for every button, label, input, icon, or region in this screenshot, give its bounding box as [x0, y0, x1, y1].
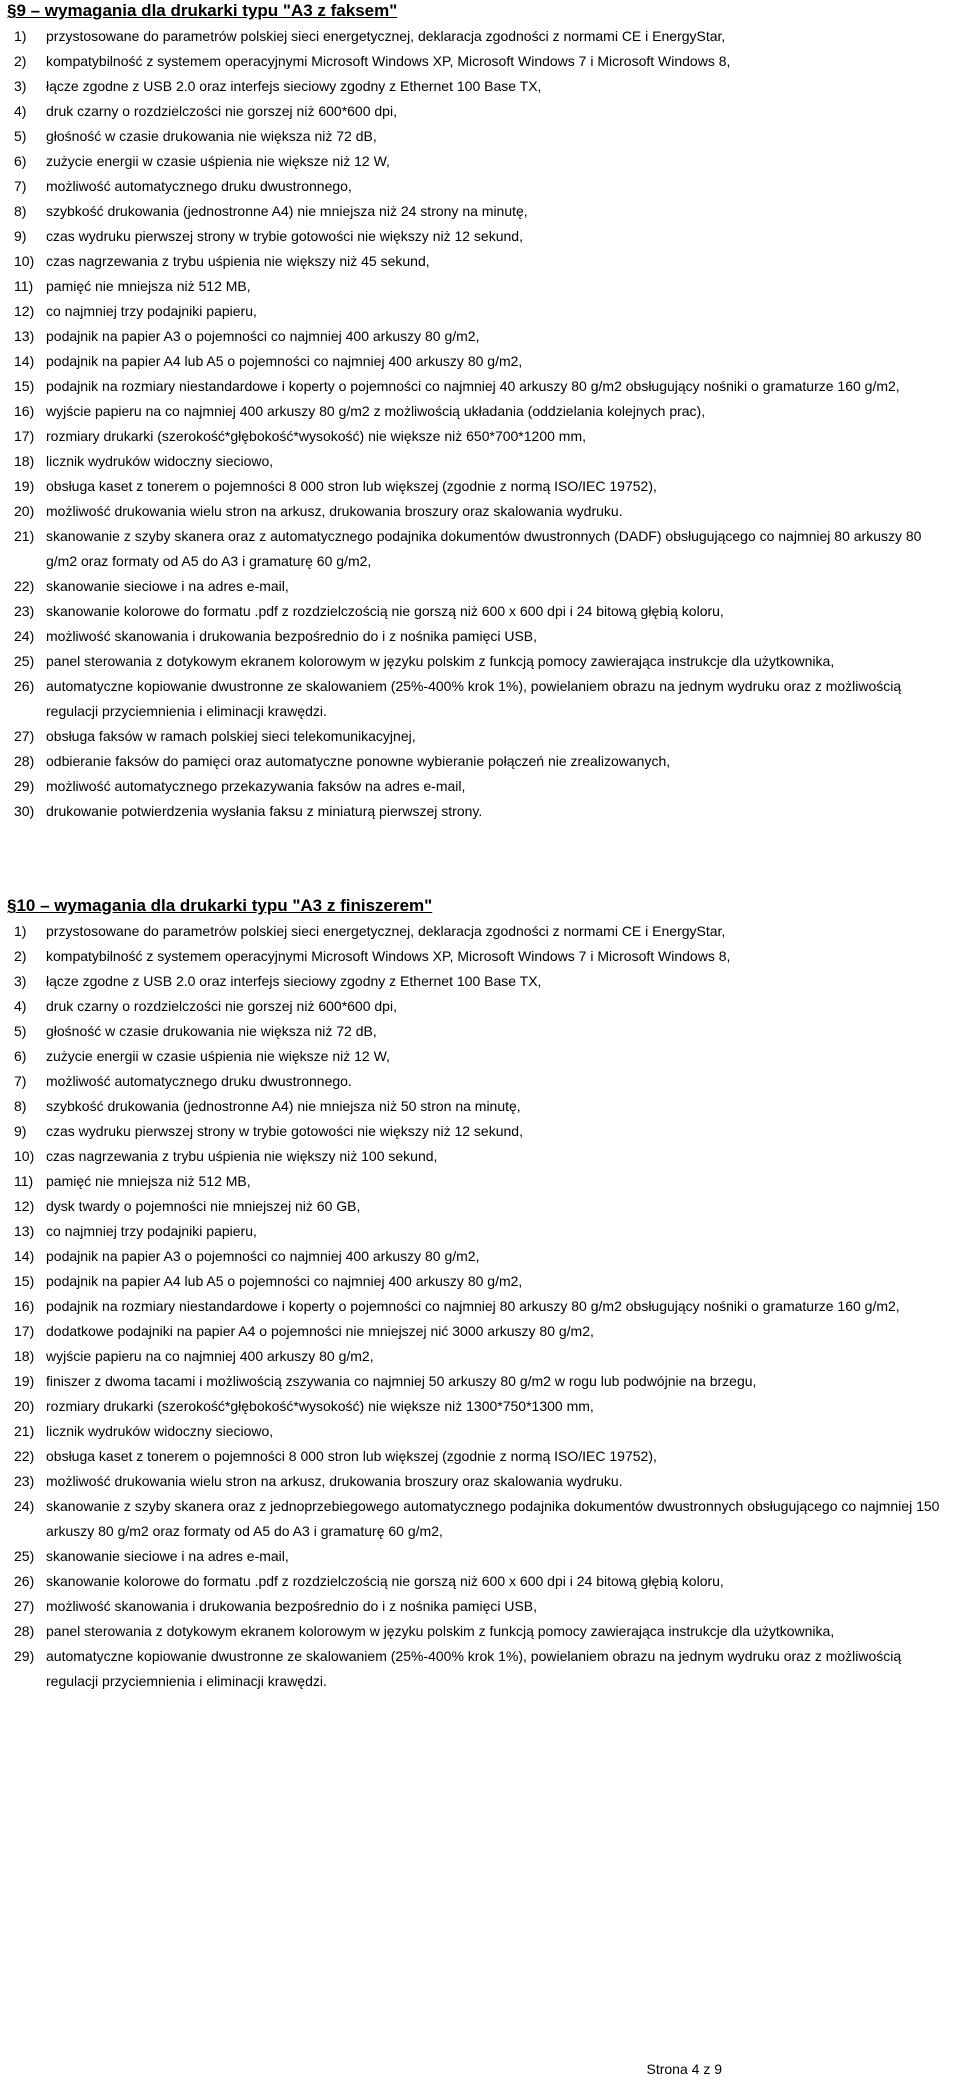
item-text: zużycie energii w czasie uśpienia nie większe niż 12 W,: [46, 153, 390, 169]
list-item: [0, 599, 960, 624]
item-text: odbieranie faksów do pamięci oraz automatyczne ponowne wybieranie połączeń nie zrealizowanych,: [46, 753, 671, 769]
item-text: czas nagrzewania z trybu uśpienia nie większy niż 100 sekund,: [46, 1148, 438, 1164]
item-text: skanowanie kolorowe do formatu .pdf z rozdzielczością nie gorszą niż 600 x 600 dpi i 24 bitową głębią koloru,: [46, 1573, 724, 1589]
list-item: [0, 1269, 960, 1294]
item-text: rozmiary drukarki (szerokość*głębokość*wysokość) nie większe niż 1300*750*1300 mm,: [46, 1398, 594, 1414]
item-number: 29): [14, 778, 35, 794]
item-number: 7): [14, 178, 27, 194]
item-number: 14): [14, 1248, 35, 1264]
list-item: [0, 499, 960, 524]
list-item: [0, 99, 960, 124]
item-number: 12): [14, 1198, 35, 1214]
item-text: automatyczne kopiowanie dwustronne ze skalowaniem (25%-400% krok 1%), powielaniem obrazu na jednym wydruku oraz z możliwością regulacji przyciemnienia i eliminacji krawędzi.: [46, 678, 902, 719]
item-number: 11): [14, 278, 34, 294]
item-text: zużycie energii w czasie uśpienia nie większe niż 12 W,: [46, 1048, 390, 1064]
item-number: 15): [14, 1273, 35, 1289]
list-item: [0, 724, 960, 749]
list-item: [0, 1219, 960, 1244]
item-number: 18): [14, 1348, 35, 1364]
item-text: licznik wydruków widoczny sieciowo,: [46, 1423, 274, 1439]
item-text: pamięć nie mniejsza niż 512 MB,: [46, 278, 251, 294]
item-text: pamięć nie mniejsza niż 512 MB,: [46, 1173, 251, 1189]
list-item: [0, 249, 960, 274]
list-item: [0, 1444, 960, 1469]
item-text: podajnik na rozmiary niestandardowe i koperty o pojemności co najmniej 80 arkuszy 80 g/m2 obsługujący nośniki o gramaturze 160 g/m2,: [46, 1298, 900, 1314]
item-number: 10): [14, 253, 35, 269]
item-text: szybkość drukowania (jednostronne A4) nie mniejsza niż 24 strony na minutę,: [46, 203, 528, 219]
item-number: 9): [14, 228, 27, 244]
list-item: [0, 1344, 960, 1369]
item-number: 26): [14, 1573, 35, 1589]
list-item: [0, 474, 960, 499]
list-item: [0, 919, 960, 944]
item-number: 21): [14, 1423, 35, 1439]
list-item: [0, 1594, 960, 1619]
list-item: [0, 799, 960, 824]
item-number: 24): [14, 628, 35, 644]
item-number: 17): [14, 428, 35, 444]
list-item: [0, 374, 960, 399]
list-item: [0, 1169, 960, 1194]
list-item: [0, 1019, 960, 1044]
item-number: 26): [14, 678, 35, 694]
item-text: automatyczne kopiowanie dwustronne ze skalowaniem (25%-400% krok 1%), powielaniem obrazu na jednym wydruku oraz z możliwością regulacji przyciemnienia i eliminacji krawędzi.: [46, 1648, 902, 1689]
item-number: 21): [14, 528, 35, 544]
item-number: 13): [14, 1223, 35, 1239]
item-text: skanowanie z szyby skanera oraz z jednoprzebiegowego automatycznego podajnika dokumentów dwustronnych obsługującego co najmniej 150 arkuszy 80 g/m2 oraz formaty od A5 do A3 i gramaturę 60 g/m2,: [46, 1498, 940, 1539]
requirements-list: [0, 24, 960, 824]
item-number: 9): [14, 1123, 27, 1139]
item-number: 11): [14, 1173, 34, 1189]
item-number: 16): [14, 1298, 35, 1314]
item-text: podajnik na papier A3 o pojemności co najmniej 400 arkuszy 80 g/m2,: [46, 1248, 480, 1264]
list-item: [0, 749, 960, 774]
item-text: skanowanie z szyby skanera oraz z automatycznego podajnika dokumentów dwustronnych (DADF) obsługującego co najmniej 80 arkuszy 80 g/m2 oraz formaty od A5 do A3 i gramaturę 60 g/m2,: [46, 528, 922, 569]
item-number: 8): [14, 1098, 27, 1114]
item-text: podajnik na papier A4 lub A5 o pojemności co najmniej 400 arkuszy 80 g/m2,: [46, 1273, 523, 1289]
item-text: możliwość drukowania wielu stron na arkusz, drukowania broszury oraz skalowania wydruku.: [46, 1473, 623, 1489]
item-text: czas wydruku pierwszej strony w trybie gotowości nie większy niż 12 sekund,: [46, 1123, 523, 1139]
item-text: kompatybilność z systemem operacyjnymi Microsoft Windows XP, Microsoft Windows 7 i Microsoft Windows 8,: [46, 948, 731, 964]
item-text: obsługa kaset z tonerem o pojemności 8 000 stron lub większej (zgodnie z normą ISO/IEC 19752),: [46, 478, 657, 494]
item-text: czas wydruku pierwszej strony w trybie gotowości nie większy niż 12 sekund,: [46, 228, 523, 244]
list-item: [0, 49, 960, 74]
item-number: 10): [14, 1148, 35, 1164]
item-number: 18): [14, 453, 35, 469]
item-number: 27): [14, 728, 35, 744]
list-item: [0, 649, 960, 674]
item-number: 28): [14, 1623, 35, 1639]
item-text: przystosowane do parametrów polskiej sieci energetycznej, deklaracja zgodności z normami CE i EnergyStar,: [46, 923, 726, 939]
item-text: druk czarny o rozdzielczości nie gorszej niż 600*600 dpi,: [46, 103, 397, 119]
item-text: co najmniej trzy podajniki papieru,: [46, 1223, 257, 1239]
item-number: 3): [14, 973, 27, 989]
list-item: [0, 224, 960, 249]
list-item: [0, 1294, 960, 1319]
list-item: [0, 424, 960, 449]
item-text: wyjście papieru na co najmniej 400 arkuszy 80 g/m2,: [46, 1348, 374, 1364]
item-text: możliwość drukowania wielu stron na arkusz, drukowania broszury oraz skalowania wydruku.: [46, 503, 623, 519]
list-item: [0, 24, 960, 49]
item-text: wyjście papieru na co najmniej 400 arkuszy 80 g/m2 z możliwością układania (oddzielania kolejnych prac),: [46, 403, 706, 419]
list-item: [0, 74, 960, 99]
item-text: dysk twardy o pojemności nie mniejszej niż 60 GB,: [46, 1198, 361, 1214]
list-item: [0, 174, 960, 199]
list-item: [0, 1194, 960, 1219]
item-number: 17): [14, 1323, 35, 1339]
list-item: [0, 1319, 960, 1344]
list-item: [0, 1419, 960, 1444]
list-item: [0, 199, 960, 224]
item-number: 20): [14, 503, 35, 519]
item-number: 8): [14, 203, 27, 219]
item-number: 29): [14, 1648, 35, 1664]
item-number: 20): [14, 1398, 35, 1414]
item-text: licznik wydruków widoczny sieciowo,: [46, 453, 274, 469]
list-item: [0, 1144, 960, 1169]
item-text: łącze zgodne z USB 2.0 oraz interfejs sieciowy zgodny z Ethernet 100 Base TX,: [46, 973, 542, 989]
list-item: [0, 399, 960, 424]
section-heading: §9 – wymagania dla drukarki typu "A3 z faksem": [7, 1, 398, 20]
list-item: [0, 1119, 960, 1144]
list-item: [0, 1644, 960, 1694]
list-item: [0, 1469, 960, 1494]
list-item: [0, 324, 960, 349]
item-number: 6): [14, 1048, 27, 1064]
item-text: przystosowane do parametrów polskiej sieci energetycznej, deklaracja zgodności z normami CE i EnergyStar,: [46, 28, 726, 44]
item-text: możliwość automatycznego przekazywania faksów na adres e-mail,: [46, 778, 466, 794]
item-number: 5): [14, 1023, 27, 1039]
list-item: [0, 1569, 960, 1594]
item-text: rozmiary drukarki (szerokość*głębokość*wysokość) nie większe niż 650*700*1200 mm,: [46, 428, 586, 444]
list-item: [0, 994, 960, 1019]
list-item: [0, 969, 960, 994]
item-number: 25): [14, 653, 35, 669]
list-item: [0, 944, 960, 969]
item-text: co najmniej trzy podajniki papieru,: [46, 303, 257, 319]
list-item: [0, 124, 960, 149]
list-item: [0, 674, 960, 724]
list-item: [0, 774, 960, 799]
item-number: 25): [14, 1548, 35, 1564]
list-item: [0, 624, 960, 649]
list-item: [0, 1394, 960, 1419]
item-number: 16): [14, 403, 35, 419]
list-item: [0, 574, 960, 599]
list-item: [0, 149, 960, 174]
item-text: panel sterowania z dotykowym ekranem kolorowym w języku polskim z funkcją pomocy zawierająca instrukcje dla użytkownika,: [46, 653, 835, 669]
list-item: [0, 1619, 960, 1644]
section-a3-finisher: [0, 895, 960, 1694]
item-number: 3): [14, 78, 27, 94]
item-text: obsługa faksów w ramach polskiej sieci telekomunikacyjnej,: [46, 728, 416, 744]
item-number: 2): [14, 53, 27, 69]
page-number-footer: Strona 4 z 9: [646, 2061, 722, 2077]
item-number: 23): [14, 1473, 35, 1489]
requirements-list: [0, 919, 960, 1694]
list-item: [0, 274, 960, 299]
item-number: 4): [14, 103, 27, 119]
item-text: szybkość drukowania (jednostronne A4) nie mniejsza niż 50 stron na minutę,: [46, 1098, 521, 1114]
item-number: 4): [14, 998, 27, 1014]
item-text: skanowanie sieciowe i na adres e-mail,: [46, 1548, 289, 1564]
item-number: 19): [14, 478, 35, 494]
list-item: [0, 449, 960, 474]
item-number: 2): [14, 948, 27, 964]
item-number: 30): [14, 803, 35, 819]
list-item: [0, 1494, 960, 1544]
item-text: możliwość skanowania i drukowania bezpośrednio do i z nośnika pamięci USB,: [46, 628, 538, 644]
list-item: [0, 1244, 960, 1269]
list-item: [0, 1544, 960, 1569]
item-number: 28): [14, 753, 35, 769]
item-number: 12): [14, 303, 35, 319]
list-item: [0, 1369, 960, 1394]
item-text: podajnik na papier A4 lub A5 o pojemności co najmniej 400 arkuszy 80 g/m2,: [46, 353, 523, 369]
list-item: [0, 1094, 960, 1119]
item-text: drukowanie potwierdzenia wysłania faksu z miniaturą pierwszej strony.: [46, 803, 483, 819]
item-number: 22): [14, 578, 35, 594]
item-text: możliwość skanowania i drukowania bezpośrednio do i z nośnika pamięci USB,: [46, 1598, 538, 1614]
list-item: [0, 299, 960, 324]
item-text: dodatkowe podajniki na papier A4 o pojemności nie mniejszej nić 3000 arkuszy 80 g/m2,: [46, 1323, 594, 1339]
item-text: łącze zgodne z USB 2.0 oraz interfejs sieciowy zgodny z Ethernet 100 Base TX,: [46, 78, 542, 94]
item-text: kompatybilność z systemem operacyjnymi Microsoft Windows XP, Microsoft Windows 7 i Microsoft Windows 8,: [46, 53, 731, 69]
list-item: [0, 1044, 960, 1069]
item-number: 19): [14, 1373, 35, 1389]
list-item: [0, 349, 960, 374]
item-number: 1): [14, 923, 27, 939]
item-text: finiszer z dwoma tacami i możliwością zszywania co najmniej 50 arkuszy 80 g/m2 w rogu lub podwójnie na brzegu,: [46, 1373, 757, 1389]
item-number: 15): [14, 378, 35, 394]
item-text: obsługa kaset z tonerem o pojemności 8 000 stron lub większej (zgodnie z normą ISO/IEC 19752),: [46, 1448, 657, 1464]
item-number: 6): [14, 153, 27, 169]
item-text: druk czarny o rozdzielczości nie gorszej niż 600*600 dpi,: [46, 998, 397, 1014]
item-number: 7): [14, 1073, 27, 1089]
item-number: 27): [14, 1598, 35, 1614]
section-a3-fax: [0, 0, 960, 824]
item-text: skanowanie kolorowe do formatu .pdf z rozdzielczością nie gorszą niż 600 x 600 dpi i 24 bitową głębią koloru,: [46, 603, 724, 619]
item-number: 14): [14, 353, 35, 369]
item-text: możliwość automatycznego druku dwustronnego,: [46, 178, 352, 194]
item-number: 22): [14, 1448, 35, 1464]
item-text: możliwość automatycznego druku dwustronnego.: [46, 1073, 352, 1089]
section-heading: §10 – wymagania dla drukarki typu "A3 z finiszerem": [7, 896, 433, 915]
item-number: 13): [14, 328, 35, 344]
item-text: głośność w czasie drukowania nie większa niż 72 dB,: [46, 128, 377, 144]
item-text: panel sterowania z dotykowym ekranem kolorowym w języku polskim z funkcją pomocy zawierająca instrukcje dla użytkownika,: [46, 1623, 835, 1639]
item-text: podajnik na rozmiary niestandardowe i koperty o pojemności co najmniej 40 arkuszy 80 g/m2 obsługujący nośniki o gramaturze 160 g/m2,: [46, 378, 900, 394]
item-number: 1): [14, 28, 27, 44]
list-item: [0, 524, 960, 574]
list-item: [0, 1069, 960, 1094]
item-number: 23): [14, 603, 35, 619]
item-text: podajnik na papier A3 o pojemności co najmniej 400 arkuszy 80 g/m2,: [46, 328, 480, 344]
item-number: 5): [14, 128, 27, 144]
item-text: czas nagrzewania z trybu uśpienia nie większy niż 45 sekund,: [46, 253, 430, 269]
item-number: 24): [14, 1498, 35, 1514]
item-text: skanowanie sieciowe i na adres e-mail,: [46, 578, 289, 594]
item-text: głośność w czasie drukowania nie większa niż 72 dB,: [46, 1023, 377, 1039]
